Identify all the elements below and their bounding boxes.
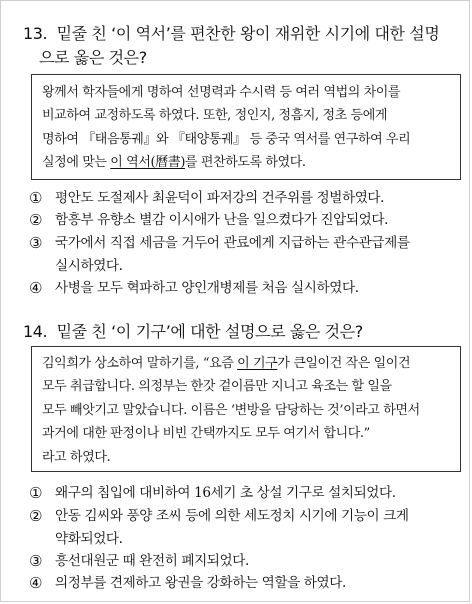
option-text: 안동 김씨와 풍양 조씨 등에 의한 세도정치 시기에 기능이 크게 — [55, 508, 409, 524]
q14-option-3[interactable] — [29, 550, 467, 573]
option-text: 함흥부 유향소 별감 이시애가 난을 일으켰다가 진압되었다. — [55, 212, 389, 228]
q13-passage-text: 를 편찬하도록 하였다. — [185, 155, 306, 171]
option-text: 흥선대원군 때 완전히 폐지되었다. — [55, 553, 249, 569]
q13-option-2[interactable] — [29, 209, 467, 232]
option-text: 평안도 도절제사 최윤덕이 파저강의 건주위를 정벌하였다. — [55, 190, 385, 206]
q14-option-1[interactable] — [29, 482, 467, 505]
option-number: ③ — [29, 234, 43, 252]
q13-option-4[interactable] — [29, 277, 467, 300]
q14-passage-line: 모두 취급합니다. 의정부는 한갓 겉이름만 지니고 육조는 할 일을 — [42, 379, 392, 395]
option-number: ② — [29, 211, 43, 229]
q13-option-1[interactable] — [29, 187, 467, 210]
q13-passage-box — [31, 74, 461, 180]
q13-option-3[interactable] — [29, 232, 467, 277]
option-number: ① — [29, 484, 43, 502]
q14-underlined-term: 이 기구 — [237, 356, 278, 371]
q13-underlined-term: 이 역서(曆書) — [110, 155, 186, 171]
q14-passage-line — [42, 352, 450, 375]
q14-passage-line: 모두 빼앗기고 말았습니다. 이름은 ‘변방을 담당하는 것’이라고 하면서 — [42, 402, 420, 418]
option-text-cont: 약화되었다. — [55, 530, 123, 547]
option-number: ④ — [29, 279, 43, 297]
q13-title-line2: 으로 옳은 것은? — [39, 48, 147, 67]
q14-option-4[interactable] — [29, 572, 467, 595]
option-text: 왜구의 침입에 대비하여 16세기 초 상설 기구로 설치되었다. — [55, 485, 396, 501]
option-number: ③ — [29, 552, 43, 570]
q14-passage-text: 김익희가 상소하여 말하기를, “요즘 — [42, 356, 238, 371]
q14-passage-box — [31, 346, 461, 472]
option-number: ② — [29, 507, 43, 525]
q13-passage-line — [42, 151, 450, 174]
q14-title: 14. 밑줄 친 ‘이 기구’에 대한 설명으로 옳은 것은? — [23, 322, 363, 341]
q14-passage-text: 가 큰일이건 작은 일이건 — [277, 356, 411, 371]
q14-option-2[interactable] — [29, 505, 467, 550]
option-number: ④ — [29, 574, 43, 592]
q13-passage-line: 명하여 『태음통궤』와 『태양통궤』 등 중국 역서를 연구하여 우리 — [42, 131, 411, 147]
option-text: 사병을 모두 혁파하고 양인개병제를 처음 실시하였다. — [55, 280, 359, 296]
q14-passage-line: 과거에 대한 판정이나 비빈 간택까지도 모두 여기서 합니다.” — [42, 426, 370, 442]
q13-passage-line: 왕께서 학자들에게 명하여 선명력과 수시력 등 여러 역법의 차이를 — [42, 85, 401, 100]
option-number: ① — [29, 189, 43, 207]
q14-passage-line: 라고 하였다. — [42, 449, 111, 465]
q13-passage-text: 실정에 맞는 — [42, 155, 111, 171]
option-text: 의정부를 견제하고 왕권을 강화하는 역할을 하였다. — [55, 575, 346, 591]
q13-title-line1: 13. 밑줄 친 ‘이 역서’를 편찬한 왕이 재위한 시기에 대한 설명 — [23, 24, 440, 43]
option-text: 국가에서 직접 세금을 거두어 관료에게 지급하는 관수관급제를 — [55, 235, 410, 251]
option-text-cont: 실시하였다. — [55, 257, 123, 274]
q13-passage-line: 비교하여 교정하도록 하였다. 또한, 정인지, 정흠지, 정초 등에게 — [42, 108, 388, 124]
